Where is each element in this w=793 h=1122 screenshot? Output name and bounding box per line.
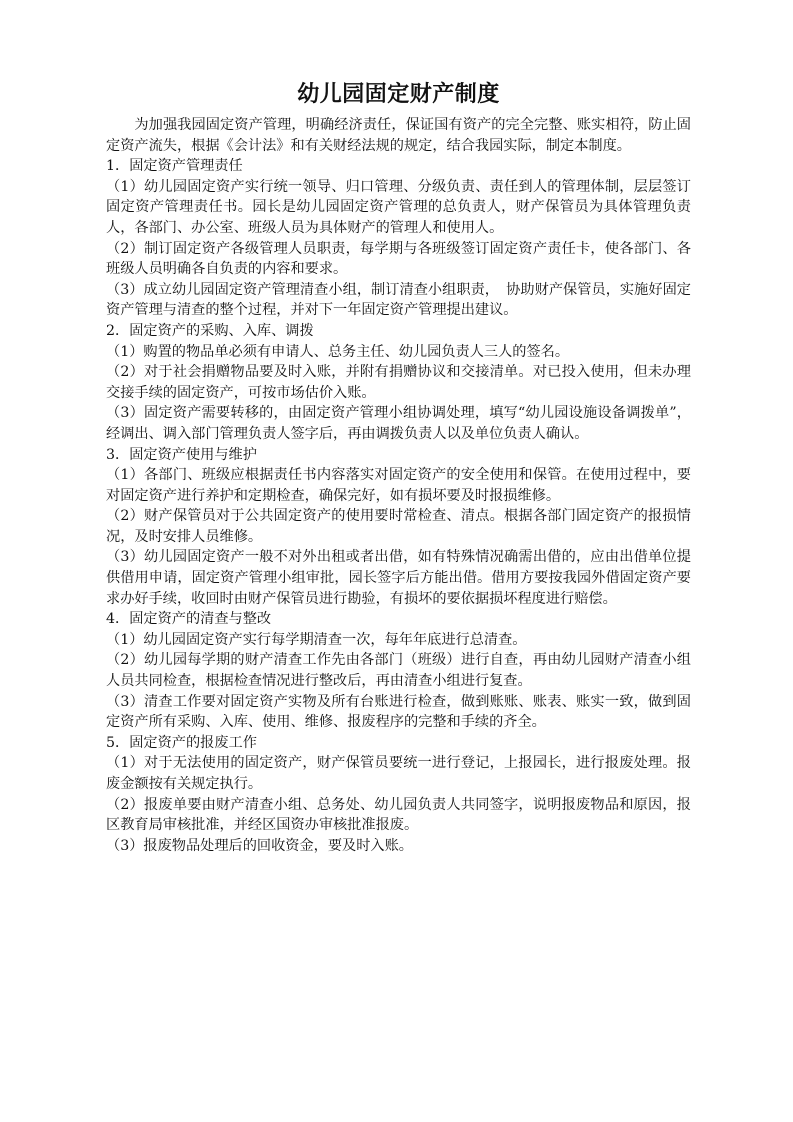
section-item: （1）购置的物品单必须有申请人、总务主任、幼儿园负责人三人的签名。 — [106, 343, 570, 360]
section-item: （3）幼儿园固定资产一般不对外出租或者出借，如有特殊情况确需出借的，应由出借单位提供借用申请，固定资产管理小组审批，园长签字后方能出借。借用方要按我园外借固定资产要求办好手续，收回时由财产保管员进行勘验，有损坏的要依据损坏程度进行赔偿。 — [106, 549, 691, 607]
document-page — [106, 78, 691, 856]
document-title: 幼儿园固定财产制度 — [297, 82, 500, 107]
section-item: （3）清查工作要对固定资产实物及所有台账进行检查，做到账账、账表、账实一致，做到固定资产所有采购、入库、使用、维修、报废程序的完整和手续的齐全。 — [106, 693, 691, 731]
section-item: （3）报废物品处理后的回收资金，要及时入账。 — [106, 837, 413, 854]
section-3 — [106, 445, 691, 610]
section-heading: 1．固定资产管理责任 — [106, 158, 243, 175]
section-heading: 5．固定资产的报废工作 — [106, 734, 257, 751]
section-heading: 4．固定资产的清查与整改 — [106, 611, 272, 628]
section-item: （3）固定资产需要转移的，由固定资产管理小组协调处理，填写“幼儿园设施设备调拨单”，经调出、调入部门管理负责人签字后，再由调拨负责人以及单位负责人确认。 — [106, 405, 691, 442]
section-item: （1）对于无法使用的固定资产，财产保管员要统一进行登记，上报园长，进行报废处理。报废金额按有关规定执行。 — [106, 755, 691, 792]
section-heading: 3．固定资产使用与维护 — [106, 446, 257, 463]
section-item: （2）财产保管员对于公共固定资产的使用要时常检查、清点。根据各部门固定资产的报损情况，及时安排人员维修。 — [106, 508, 691, 545]
section-item: （3）成立幼儿园固定资产管理清查小组，制订清查小组职责， 协助财产保管员，实施好固定资产管理与清查的整个过程，并对下一年固定资产管理提出建议。 — [106, 281, 691, 319]
section-1 — [106, 156, 691, 321]
section-item: （1）幼儿园固定资产实行统一领导、归口管理、分级负责、责任到人的管理体制，层层签订固定资产管理责任书。园长是幼儿园固定资产管理的总负责人，财产保管员为具体管理负责人，各部门、办公室、班级人员为具体财产的管理人和使用人。 — [106, 178, 691, 236]
section-item: （2）幼儿园每学期的财产清查工作先由各部门（班级）进行自查，再由幼儿园财产清查小组人员共同检查，根据检查情况进行整改后，再由清查小组进行复查。 — [106, 652, 691, 690]
section-5 — [106, 733, 691, 857]
section-heading: 2．固定资产的采购、入库、调拨 — [106, 322, 314, 339]
section-4 — [106, 609, 691, 733]
section-2 — [106, 321, 691, 445]
section-item: （1）幼儿园固定资产实行每学期清查一次，每年年底进行总清查。 — [106, 631, 527, 648]
intro-paragraph: 为加强我园固定资产管理，明确经济责任，保证国有资产的完全完整、账实相符，防止固定资产流失，根据《会计法》和有关财经法规的规定，结合我园实际，制定本制度。 — [106, 117, 691, 154]
section-item: （2）制订固定资产各级管理人员职责，每学期与各班级签订固定资产责任卡，使各部门、各班级人员明确各自负责的内容和要求。 — [106, 240, 691, 278]
section-item: （2）对于社会捐赠物品要及时入账，并附有捐赠协议和交接清单。对已投入使用，但未办理交接手续的固定资产，可按市场估价入账。 — [106, 364, 691, 401]
section-item: （2）报废单要由财产清查小组、总务处、幼儿园负责人共同签字，说明报废物品和原因，报区教育局审核批准，并经区国资办审核批准报废。 — [106, 796, 691, 834]
section-item: （1）各部门、班级应根据责任书内容落实对固定资产的安全使用和保管。在使用过程中，要对固定资产进行养护和定期检查，确保完好，如有损坏要及时报损维修。 — [106, 467, 691, 504]
